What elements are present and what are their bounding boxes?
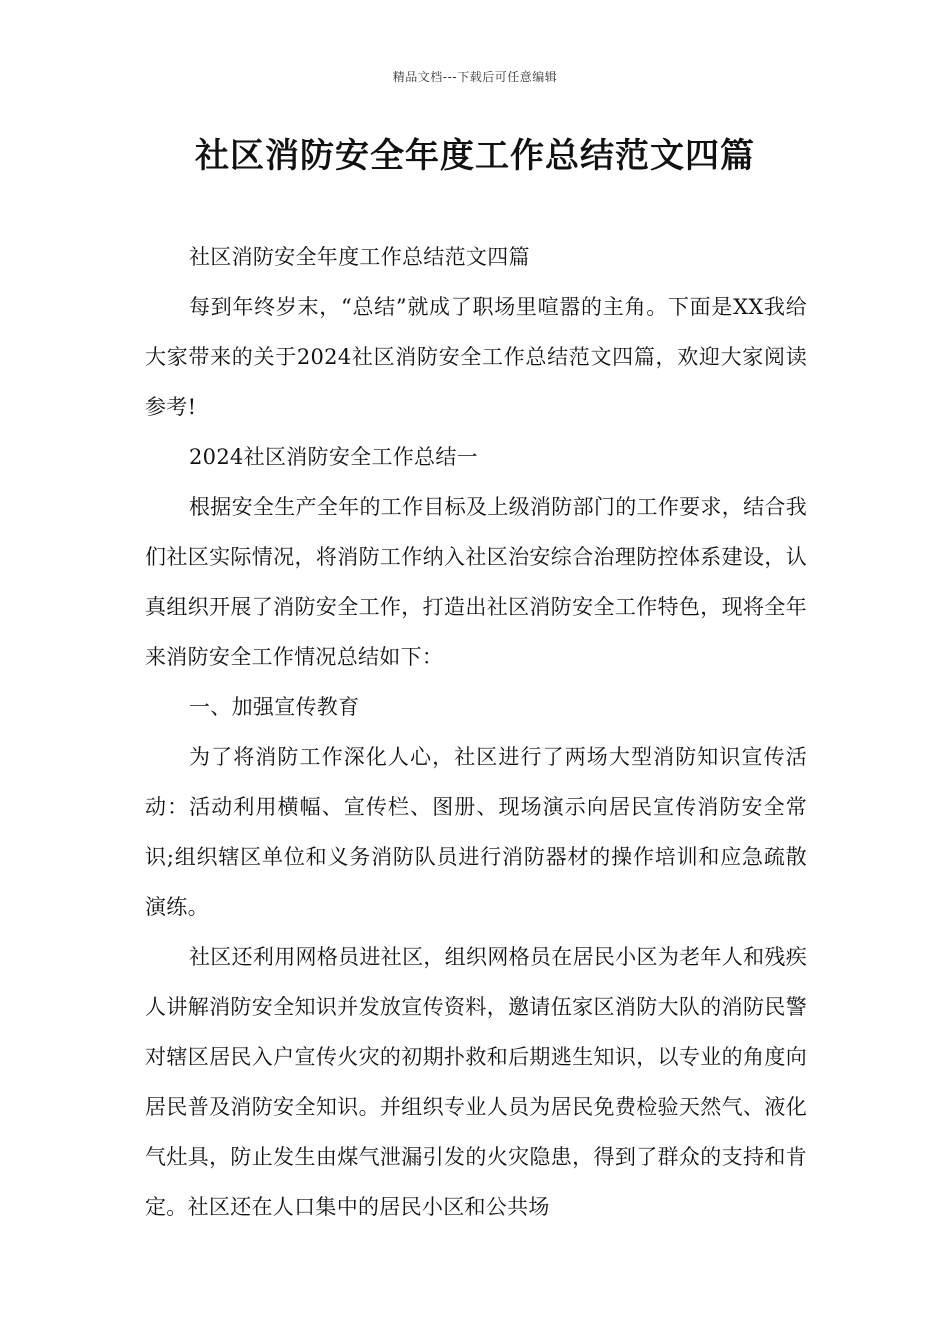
document-body [145,232,807,1232]
paragraph-activities: 为了将消防工作深化人心，社区进行了两场大型消防知识宣传活动：活动利用横幅、宣传栏、图册、现场演示向居民宣传消防安全常识;组织辖区单位和义务消防队员进行消防器材的操作培训和应急疏散演练。 [145,745,807,919]
paragraph-section-heading: 2024社区消防安全工作总结一 [189,445,478,469]
paragraph-subheading: 一、加强宣传教育 [189,695,360,719]
paragraph-grid-workers: 社区还利用网格员进社区，组织网格员在居民小区为老年人和残疾人讲解消防安全知识并发放宣传资料，邀请伍家区消防大队的消防民警对辖区居民入户宣传火灾的初期扑救和后期逃生知识，以专业的角度向居民普及消防安全知识。并组织专业人员为居民免费检验天然气、液化气灶具，防止发生由煤气泄漏引发的火灾隐患，得到了群众的支持和肯定。社区还在人口集中的居民小区和公共场 [145,945,807,1219]
paragraph-subtitle: 社区消防安全年度工作总结范文四篇 [189,245,530,269]
header-note: 精品文档---下载后可任意编辑 [392,70,558,84]
paragraph-intro: 每到年终岁末，“总结”就成了职场里喧嚣的主角。下面是XX我给大家带来的关于2024社区消防安全工作总结范文四篇，欢迎大家阅读参考! [145,295,807,419]
document-title: 社区消防安全年度工作总结范文四篇 [195,136,755,176]
paragraph-overview: 根据安全生产全年的工作目标及上级消防部门的工作要求，结合我们社区实际情况，将消防工作纳入社区治安综合治理防控体系建设，认真组织开展了消防安全工作，打造出社区消防安全工作特色，现将全年来消防安全工作情况总结如下： [145,495,807,669]
